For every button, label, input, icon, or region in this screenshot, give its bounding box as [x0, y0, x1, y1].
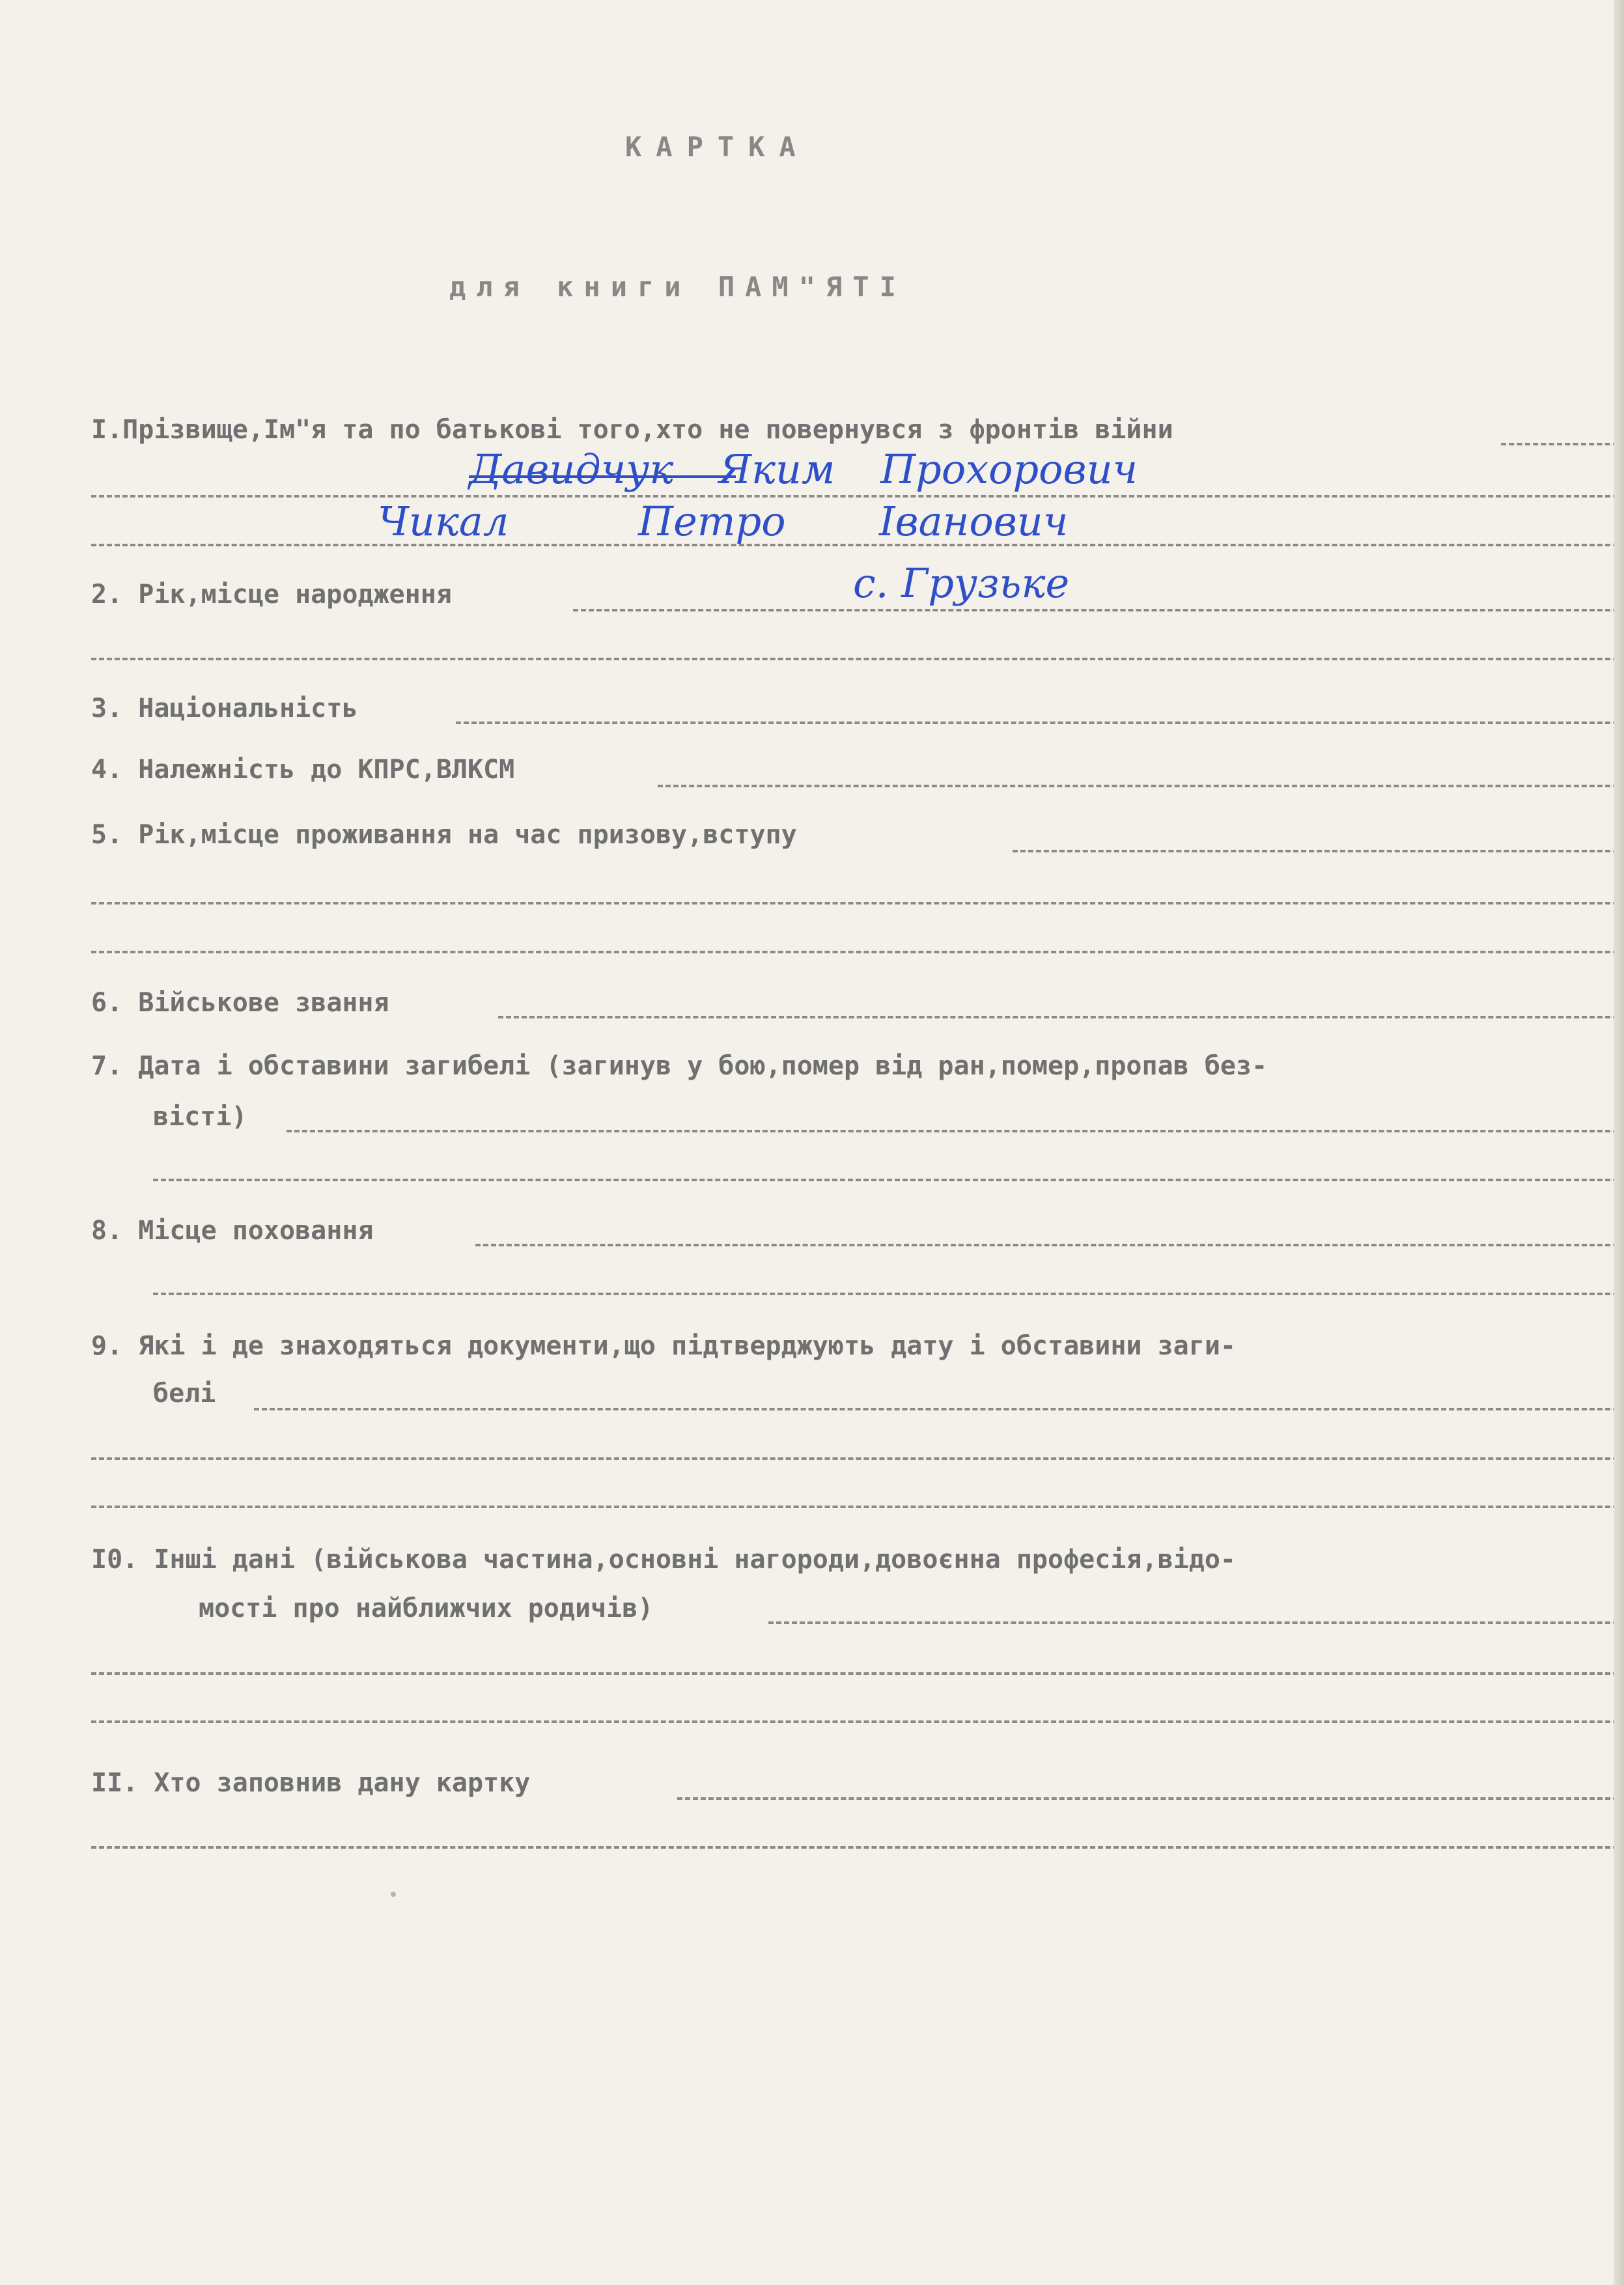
field-9-label: 9. Які і де знаходяться документи,що підтверджують дату і обставини заги-: [91, 1331, 1236, 1361]
field-7-label-cont: вісті): [153, 1102, 247, 1132]
field-1-label: І.Прізвище,Ім"я та по батькові того,хто не повернувся з фронтів війни: [91, 415, 1173, 445]
field-11-line[interactable]: [91, 1846, 1618, 1849]
field-8-line[interactable]: [475, 1244, 1618, 1246]
field-8-line[interactable]: [153, 1293, 1618, 1295]
field-5-line[interactable]: [91, 951, 1618, 953]
field-1-line[interactable]: [1501, 443, 1618, 445]
paper-edge: [1614, 0, 1624, 2285]
field-2-line[interactable]: [573, 609, 1618, 611]
field-11-line[interactable]: [677, 1797, 1618, 1800]
field-7-line[interactable]: [287, 1130, 1618, 1132]
field-9-line[interactable]: [91, 1457, 1618, 1460]
field-11-label: ІІ. Хто заповнив дану картку: [91, 1768, 531, 1798]
field-8-label: 8. Місце поховання: [91, 1216, 374, 1246]
handwritten-patronymic: Іванович: [879, 498, 1069, 545]
field-10-line[interactable]: [91, 1672, 1618, 1675]
field-5-line[interactable]: [91, 902, 1618, 904]
field-5-line[interactable]: [1013, 850, 1618, 852]
field-10-line[interactable]: [91, 1720, 1618, 1723]
field-9-line[interactable]: [91, 1506, 1618, 1508]
field-9-label-cont: белі: [153, 1379, 216, 1409]
handwritten-birthplace: с. Грузьке: [853, 559, 1070, 607]
field-10-line[interactable]: [768, 1621, 1618, 1624]
handwritten-surname: Чикал: [378, 498, 509, 545]
field-1-line[interactable]: [91, 544, 1618, 546]
field-9-line[interactable]: [254, 1408, 1618, 1410]
field-3-line[interactable]: [456, 722, 1618, 724]
field-6-line[interactable]: [498, 1016, 1618, 1018]
card-subtitle: для книги ПАМ"ЯТІ: [449, 271, 906, 303]
field-10-label-cont: мості про найближчих родичів): [199, 1593, 654, 1623]
field-5-label: 5. Рік,місце проживання на час призову,вступу: [91, 820, 797, 850]
field-7-line[interactable]: [153, 1179, 1618, 1181]
field-1-line[interactable]: [91, 495, 1618, 498]
field-6-label: 6. Військове звання: [91, 988, 389, 1018]
field-10-label: І0. Інші дані (військова частина,основні нагороди,довоєнна професія,відо-: [91, 1545, 1236, 1575]
field-3-label: 3. Національність: [91, 694, 358, 723]
paper-speck: [391, 1892, 396, 1897]
field-2-line[interactable]: [91, 658, 1618, 660]
field-4-line[interactable]: [658, 785, 1618, 787]
handwritten-first-name: Петро: [638, 498, 786, 545]
handwritten-name-crossed: Давидчук Яким Прохорович: [469, 445, 1138, 493]
strike-through: [469, 475, 736, 478]
field-4-label: 4. Належність до КПРС,ВЛКСМ: [91, 755, 515, 785]
card-title: КАРТКА: [625, 131, 810, 163]
field-7-label: 7. Дата і обставини загибелі (загинув у бою,помер від ран,помер,пропав без-: [91, 1051, 1268, 1081]
field-2-label: 2. Рік,місце народження: [91, 580, 452, 610]
